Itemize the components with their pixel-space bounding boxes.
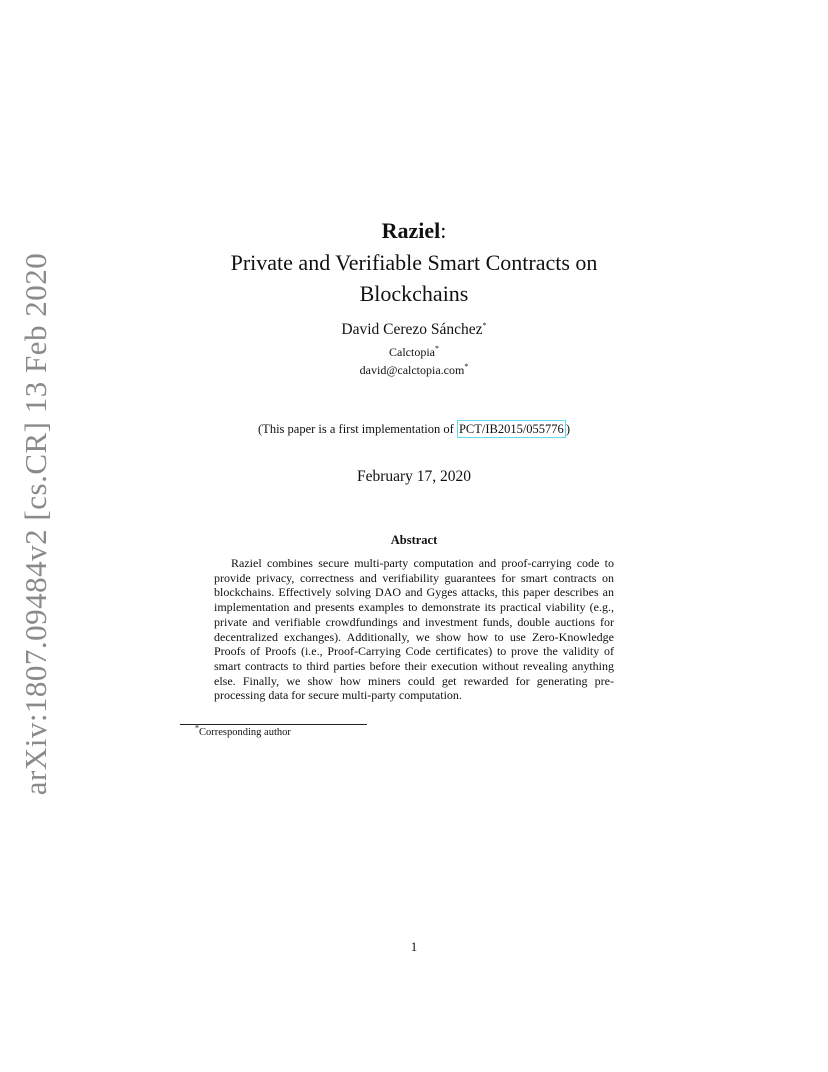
title-colon: :	[440, 218, 447, 243]
subtitle-line-1: Private and Verifiable Smart Contracts on	[230, 250, 598, 275]
affiliation: Calctopia	[389, 345, 435, 359]
patent-link[interactable]: PCT/IB2015/055776	[458, 422, 564, 436]
arxiv-identifier-stamp: arXiv:1807.09484v2 [cs.CR] 13 Feb 2020	[18, 252, 53, 796]
abstract-body: Raziel combines secure multi-party computation and proof-carrying code to provide privacy, correctness and verifiability guarantees for smart contracts on blockchains. Effectively solving DAO and Gyges attacks, this paper describes an implementation and presents examples to demonstrate its practical viability (e.g., private and verifiable crowdfundings and investment funds, double auctions for decentralized exchanges). Additionally, we show how to use Zero-Knowledge Proofs of Proofs (i.e., Proof-Carrying Code certificates) to prove the validity of smart contracts to third parties before their execution without revealing anything else. Finally, we show how miners could get rewarded for generating pre-processing data for secure multi-party computation.	[214, 556, 614, 703]
author-line	[0, 321, 828, 339]
footnote	[195, 723, 291, 738]
implementation-note	[0, 420, 828, 438]
footnote-mark: *	[195, 723, 199, 733]
publication-date: February 17, 2020	[356, 468, 472, 485]
email-line	[0, 363, 828, 378]
page-number: 1	[410, 939, 418, 954]
footnote-text: Corresponding author	[199, 727, 291, 738]
affiliation-line	[0, 345, 828, 360]
author-email: david@calctopia.com	[359, 363, 465, 377]
note-suffix: )	[565, 422, 570, 436]
author-footnote-mark: *	[482, 320, 487, 330]
note-prefix: (This paper is a first implementation of	[258, 422, 457, 436]
footnote-divider	[180, 724, 367, 725]
abstract-heading: Abstract	[390, 533, 438, 547]
title-name: Raziel	[381, 218, 441, 243]
paper-subtitle	[0, 247, 828, 309]
subtitle-line-2: Blockchains	[359, 281, 469, 306]
affiliation-mark: *	[434, 344, 439, 353]
author-name: David Cerezo Sánchez	[341, 321, 483, 338]
paper-title	[0, 218, 828, 244]
email-mark: *	[464, 362, 469, 371]
